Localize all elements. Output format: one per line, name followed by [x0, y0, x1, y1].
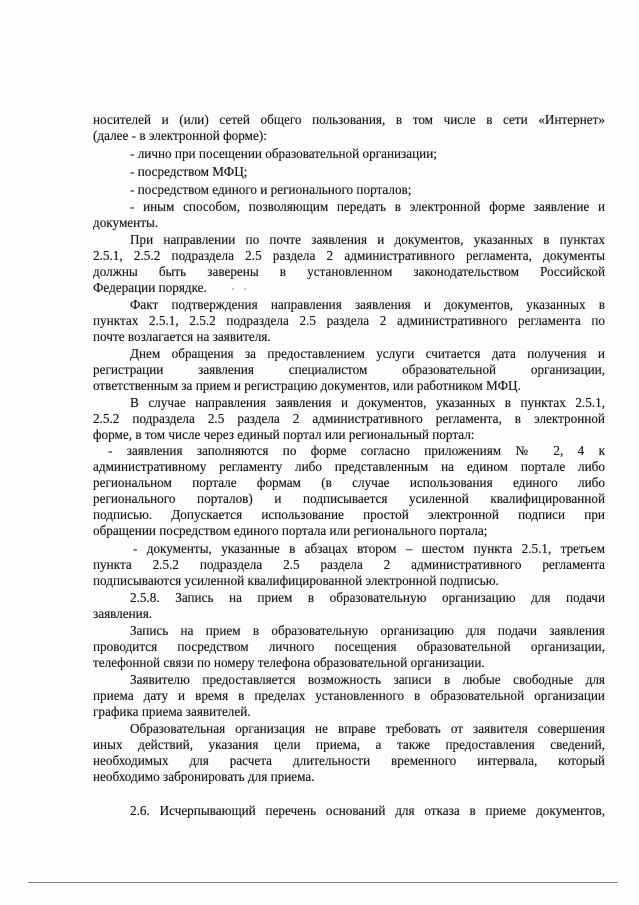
list-item: - документы, указанные в абзацах втором – шестом пункта 2.5.1, третьем	[133, 541, 605, 556]
section-heading: 2.6. Исчерпывающий перечень оснований для отказа в приеме документов,	[130, 803, 605, 818]
text-line: носителей и (или) сетей общего пользования, в том числе в сети «Интернет»	[93, 112, 605, 127]
text-line: иных действий, указания цели приема, а также предоставления сведений,	[93, 737, 605, 752]
text-line: Федерации порядке.	[93, 280, 207, 295]
section-heading: 2.5.8. Запись на прием в образовательную организацию для подачи	[130, 590, 605, 605]
text-line: административному регламенту либо представленным на едином портале либо	[93, 459, 605, 474]
text-line: пункта 2.5.2 подраздела 2.5 раздела 2 административного регламента	[93, 557, 605, 572]
text-line: Заявителю предоставляется возможность записи в любые свободные для	[130, 672, 605, 687]
text-line: В случае направления заявления и документов, указанных в пунктах 2.5.1,	[130, 395, 605, 410]
text-line: подписываются усиленной квалифицированной электронной подписью.	[93, 573, 499, 588]
text-line: почте возлагается на заявителя.	[93, 329, 271, 344]
scan-speck	[232, 288, 234, 290]
list-item: - иным способом, позволяющим передать в электронной форме заявление и	[130, 199, 605, 214]
text-line: должны быть заверены в установленном законодательством Российской	[93, 264, 605, 279]
text-line: телефонной связи по номеру телефона образовательной организации.	[93, 655, 485, 670]
text-line: регистрации заявления специалистом образовательной организации,	[93, 362, 605, 377]
text-line: графика приема заявителей.	[93, 704, 251, 719]
list-item: - заявления заполняются по форме согласно приложениям № 2, 4 к	[108, 443, 605, 458]
scan-speck	[244, 288, 246, 290]
text-line: 2.5.1, 2.5.2 подраздела 2.5 раздела 2 административного регламента, документы	[93, 248, 605, 263]
text-line: приема дату и время в пределах установленного в образовательной организации	[93, 688, 605, 703]
scan-edge-line	[28, 882, 618, 883]
text-line: 2.5.2 подраздела 2.5 раздела 2 административного регламента, в электронной	[93, 411, 605, 426]
text-line: региональном портале формам (в случае использования единого либо	[93, 475, 605, 490]
text-line: подписью. Допускается использование простой электронной подписи при	[93, 507, 605, 522]
list-item: - посредством единого и регионального порталов;	[130, 182, 412, 197]
text-line: необходимых для расчета длительности временного интервала, который	[93, 753, 605, 768]
text-line: Образовательная организация не вправе требовать от заявителя совершения	[130, 721, 605, 736]
text-line: Днем обращения за предоставлением услуги считается дата получения и	[130, 346, 605, 361]
text-line: проводится посредством личного посещения образовательной организации,	[93, 639, 605, 654]
text-line: необходимо забронировать для приема.	[93, 769, 315, 784]
text-line: пунктах 2.5.1, 2.5.2 подраздела 2.5 раздела 2 административного регламента по	[93, 313, 605, 328]
text-line: ответственным за прием и регистрацию документов, или работником МФЦ.	[93, 378, 521, 393]
text-line: обращении посредством единого портала или регионального портала;	[93, 523, 488, 538]
text-line: При направлении по почте заявления и документов, указанных в пунктах	[130, 232, 605, 247]
text-line: форме, в том числе через единый портал или региональный портал:	[93, 427, 475, 442]
text-line: регионального порталов) и подписывается усиленной квалифицированной	[93, 491, 605, 506]
text-line: Запись на прием в образовательную организацию для подачи заявления	[130, 623, 605, 638]
text-line: Факт подтверждения направления заявления и документов, указанных в	[130, 297, 605, 312]
list-item: - лично при посещении образовательной организации;	[130, 146, 437, 161]
text-line: (далее - в электронной форме):	[93, 128, 267, 143]
section-heading: заявления.	[93, 606, 153, 621]
text-line: документы.	[93, 215, 159, 230]
list-item: - посредством МФЦ;	[130, 164, 248, 179]
